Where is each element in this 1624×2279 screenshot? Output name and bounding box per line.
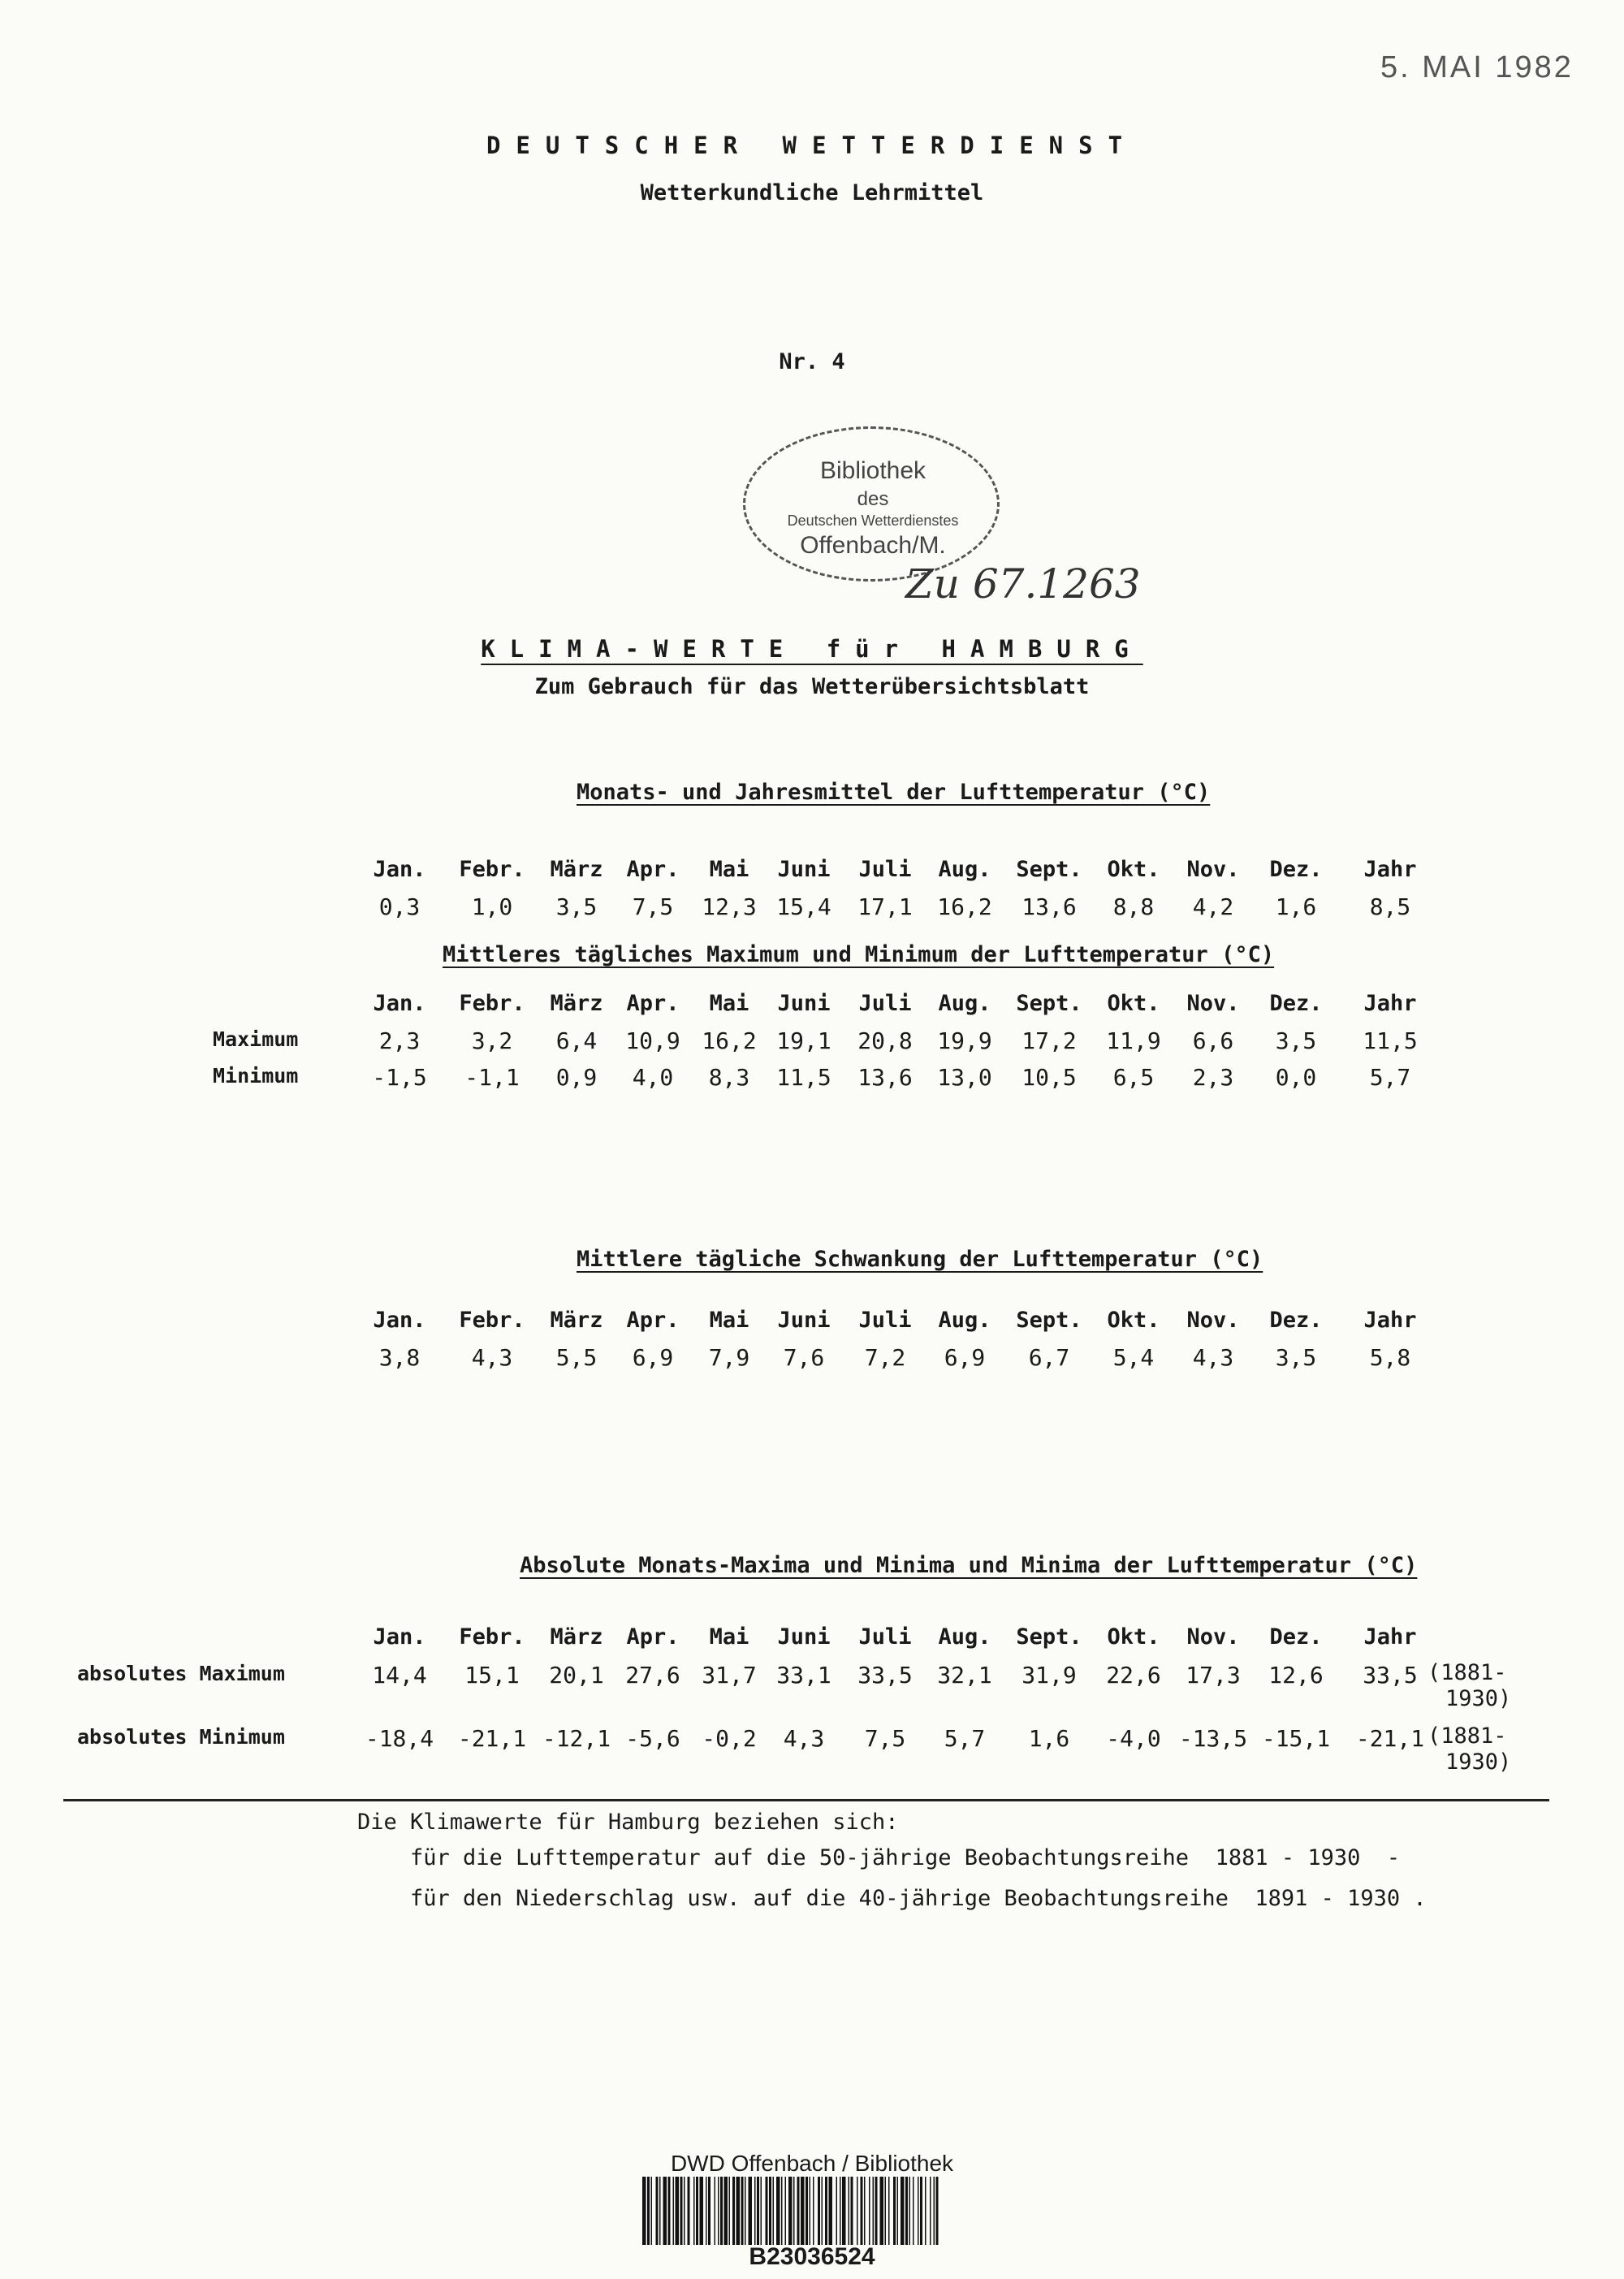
month-value-cell: 13,6: [857, 1064, 913, 1091]
month-header-cell: Mai: [709, 991, 749, 1016]
month-value-cell: 7,2: [864, 1344, 906, 1371]
month-value-cell: 14,4: [372, 1662, 427, 1689]
row-label: absolutes Maximum: [77, 1662, 285, 1685]
month-value-cell: 8,3: [708, 1064, 750, 1091]
month-value-cell: 33,1: [776, 1662, 831, 1689]
month-value-cell: 6,9: [632, 1344, 674, 1371]
month-header-cell: Juli: [858, 1308, 912, 1333]
period-note: (1881- 1930): [1427, 1660, 1512, 1711]
month-value-cell: -4,0: [1106, 1725, 1161, 1752]
month-header-cell: März: [550, 1624, 603, 1650]
annual-value-cell: -21,1: [1355, 1725, 1425, 1752]
month-header-cell: Okt.: [1107, 1624, 1160, 1650]
month-header-cell: Okt.: [1107, 857, 1160, 882]
month-value-cell: 27,6: [625, 1662, 680, 1689]
month-value-cell: 2,3: [378, 1027, 421, 1054]
month-header-cell: Nov.: [1186, 1624, 1240, 1650]
month-value-cell: 11,5: [776, 1064, 831, 1091]
month-header-cell: Okt.: [1107, 1308, 1160, 1333]
section-title-monthly-mean: Monats- und Jahresmittel der Lufttemperatur (°C): [577, 780, 1211, 805]
note-line-2: für die Lufttemperatur auf die 50-jährige Beobachtungsreihe 1881 - 1930 -: [410, 1845, 1401, 1870]
month-value-cell: 2,3: [1192, 1064, 1234, 1091]
month-value-cell: 19,9: [937, 1027, 992, 1054]
month-value-cell: -12,1: [542, 1725, 611, 1752]
month-header-cell: Nov.: [1186, 1308, 1240, 1333]
month-value-cell: 17,3: [1186, 1662, 1241, 1689]
barcode-number: B23036524: [749, 2243, 875, 2270]
month-value-cell: 12,6: [1268, 1662, 1324, 1689]
month-header-cell: Sept.: [1016, 1624, 1082, 1650]
month-header-cell: Apr.: [626, 1308, 680, 1333]
month-value-cell: 31,7: [702, 1662, 757, 1689]
issue-number: Nr. 4: [779, 349, 845, 374]
month-value-cell: -21,1: [457, 1725, 527, 1752]
month-header-cell: Aug.: [938, 1308, 991, 1333]
month-header-cell: Nov.: [1186, 857, 1240, 882]
month-value-cell: 4,2: [1192, 893, 1234, 920]
month-value-cell: 3,8: [378, 1344, 421, 1371]
month-value-cell: 5,5: [555, 1344, 598, 1371]
stamp-line-3: Deutschen Wetterdienstes: [787, 512, 959, 529]
month-header-cell: Juni: [777, 1308, 831, 1333]
month-header-cell: Jahr: [1363, 857, 1417, 882]
month-value-cell: -15,1: [1261, 1725, 1331, 1752]
month-header-cell: Juni: [777, 857, 831, 882]
section-title-daily-range: Mittlere tägliche Schwankung der Lufttemperatur (°C): [577, 1247, 1263, 1272]
month-header-cell: Apr.: [626, 991, 680, 1016]
month-header-cell: Dez.: [1269, 1308, 1323, 1333]
month-header-cell: Juni: [777, 1624, 831, 1650]
row-label: Minimum: [213, 1064, 299, 1088]
document-subtitle: Zum Gebrauch für das Wetterübersichtsblatt: [534, 674, 1090, 699]
month-header-cell: Juli: [858, 991, 912, 1016]
series-subtitle: Wetterkundliche Lehrmittel: [640, 180, 984, 205]
accession-number: Zu 67.1263: [905, 560, 1141, 608]
row-label: absolutes Minimum: [77, 1725, 285, 1749]
month-header-cell: Febr.: [459, 1624, 525, 1650]
month-header-cell: Febr.: [459, 1308, 525, 1333]
organization-heading: DEUTSCHER WETTERDIENST: [486, 132, 1138, 159]
month-header-cell: Aug.: [938, 991, 991, 1016]
month-header-cell: Aug.: [938, 857, 991, 882]
month-header-cell: März: [550, 1308, 603, 1333]
date-stamp: 5. MAI 1982: [1380, 50, 1574, 84]
month-value-cell: 7,6: [783, 1344, 825, 1371]
month-header-cell: Aug.: [938, 1624, 991, 1650]
month-header-cell: Mai: [709, 1624, 749, 1650]
month-value-cell: 20,1: [549, 1662, 604, 1689]
month-value-cell: 4,3: [783, 1725, 825, 1752]
month-value-cell: 19,1: [776, 1027, 831, 1054]
month-header-cell: Jahr: [1363, 1624, 1417, 1650]
month-value-cell: 6,5: [1112, 1064, 1155, 1091]
month-value-cell: 1,6: [1275, 893, 1317, 920]
month-value-cell: -13,5: [1178, 1725, 1248, 1752]
month-value-cell: 6,9: [944, 1344, 986, 1371]
document-title-text: KLIMA-WERTE für HAMBURG: [481, 635, 1143, 663]
month-header-cell: Febr.: [459, 857, 525, 882]
period-note: (1881- 1930): [1427, 1723, 1512, 1775]
month-value-cell: 3,5: [555, 893, 598, 920]
month-value-cell: 4,3: [471, 1344, 513, 1371]
month-value-cell: 16,2: [937, 893, 992, 920]
month-header-cell: März: [550, 991, 603, 1016]
month-value-cell: 15,1: [464, 1662, 520, 1689]
barcode-icon: [639, 2177, 943, 2245]
month-value-cell: 32,1: [937, 1662, 992, 1689]
month-header-cell: Jan.: [373, 857, 426, 882]
month-value-cell: 7,9: [708, 1344, 750, 1371]
month-header-cell: Dez.: [1269, 991, 1323, 1016]
month-value-cell: 0,3: [378, 893, 421, 920]
annual-value-cell: 5,8: [1369, 1344, 1411, 1371]
month-header-cell: Juli: [858, 1624, 912, 1650]
month-value-cell: 1,6: [1028, 1725, 1070, 1752]
month-header-cell: Apr.: [626, 1624, 680, 1650]
month-header-cell: Apr.: [626, 857, 680, 882]
month-value-cell: -1,5: [372, 1064, 427, 1091]
month-header-cell: Dez.: [1269, 857, 1323, 882]
month-header-cell: Juli: [858, 857, 912, 882]
month-header-cell: Dez.: [1269, 1624, 1323, 1650]
row-label: Maximum: [213, 1027, 299, 1051]
month-header-cell: Nov.: [1186, 991, 1240, 1016]
barcode-label: DWD Offenbach / Bibliothek: [670, 2151, 954, 2176]
month-value-cell: 7,5: [864, 1725, 906, 1752]
month-header-cell: Febr.: [459, 991, 525, 1016]
month-header-cell: Mai: [709, 1308, 749, 1333]
annual-value-cell: 8,5: [1369, 893, 1411, 920]
month-value-cell: 8,8: [1112, 893, 1155, 920]
month-value-cell: 13,6: [1021, 893, 1077, 920]
month-value-cell: 4,3: [1192, 1344, 1234, 1371]
month-header-cell: Jahr: [1363, 991, 1417, 1016]
month-value-cell: -5,6: [625, 1725, 680, 1752]
month-value-cell: 6,7: [1028, 1344, 1070, 1371]
month-value-cell: 22,6: [1106, 1662, 1161, 1689]
note-line-3: für den Niederschlag usw. auf die 40-jährige Beobachtungsreihe 1891 - 1930 .: [410, 1886, 1427, 1911]
month-value-cell: 3,5: [1275, 1344, 1317, 1371]
month-value-cell: 5,4: [1112, 1344, 1155, 1371]
month-value-cell: 13,0: [937, 1064, 992, 1091]
stamp-line-2: des: [857, 488, 889, 510]
month-header-cell: Jahr: [1363, 1308, 1417, 1333]
month-value-cell: 20,8: [857, 1027, 913, 1054]
month-value-cell: 12,3: [702, 893, 757, 920]
month-value-cell: 1,0: [471, 893, 513, 920]
section-title-daily-max-min: Mittleres tägliches Maximum und Minimum der Lufttemperatur (°C): [443, 942, 1275, 967]
month-header-cell: Sept.: [1016, 991, 1082, 1016]
month-value-cell: 10,9: [625, 1027, 680, 1054]
month-header-cell: März: [550, 857, 603, 882]
month-value-cell: 5,7: [944, 1725, 986, 1752]
annual-value-cell: 11,5: [1363, 1027, 1418, 1054]
month-header-cell: Jan.: [373, 1624, 426, 1650]
month-value-cell: 7,5: [632, 893, 674, 920]
month-value-cell: 16,2: [702, 1027, 757, 1054]
month-value-cell: -18,4: [365, 1725, 434, 1752]
month-header-cell: Sept.: [1016, 857, 1082, 882]
document-title: [0, 635, 1624, 663]
month-value-cell: 3,2: [471, 1027, 513, 1054]
month-header-cell: Jan.: [373, 991, 426, 1016]
annual-value-cell: 33,5: [1363, 1662, 1418, 1689]
month-value-cell: 15,4: [776, 893, 831, 920]
month-value-cell: 10,5: [1021, 1064, 1077, 1091]
note-line-1: Die Klimawerte für Hamburg beziehen sich:: [357, 1810, 899, 1835]
month-value-cell: 4,0: [632, 1064, 674, 1091]
annual-value-cell: 5,7: [1369, 1064, 1411, 1091]
month-header-cell: Jan.: [373, 1308, 426, 1333]
month-value-cell: 0,0: [1275, 1064, 1317, 1091]
stamp-line-4: Offenbach/M.: [800, 532, 946, 559]
month-value-cell: 17,1: [857, 893, 913, 920]
month-value-cell: -0,2: [702, 1725, 757, 1752]
month-value-cell: 6,6: [1192, 1027, 1234, 1054]
month-value-cell: 33,5: [857, 1662, 913, 1689]
month-value-cell: 31,9: [1021, 1662, 1077, 1689]
stamp-line-1: Bibliothek: [819, 457, 926, 484]
month-value-cell: 0,9: [555, 1064, 598, 1091]
horizontal-rule: [63, 1799, 1549, 1801]
month-header-cell: Okt.: [1107, 991, 1160, 1016]
month-header-cell: Sept.: [1016, 1308, 1082, 1333]
month-value-cell: 6,4: [555, 1027, 598, 1054]
month-value-cell: 17,2: [1021, 1027, 1077, 1054]
month-header-cell: Mai: [709, 857, 749, 882]
month-value-cell: -1,1: [464, 1064, 520, 1091]
month-header-cell: Juni: [777, 991, 831, 1016]
section-title-absolute-extremes: Absolute Monats-Maxima und Minima und Minima der Lufttemperatur (°C): [520, 1553, 1418, 1578]
month-value-cell: 11,9: [1106, 1027, 1161, 1054]
month-value-cell: 3,5: [1275, 1027, 1317, 1054]
